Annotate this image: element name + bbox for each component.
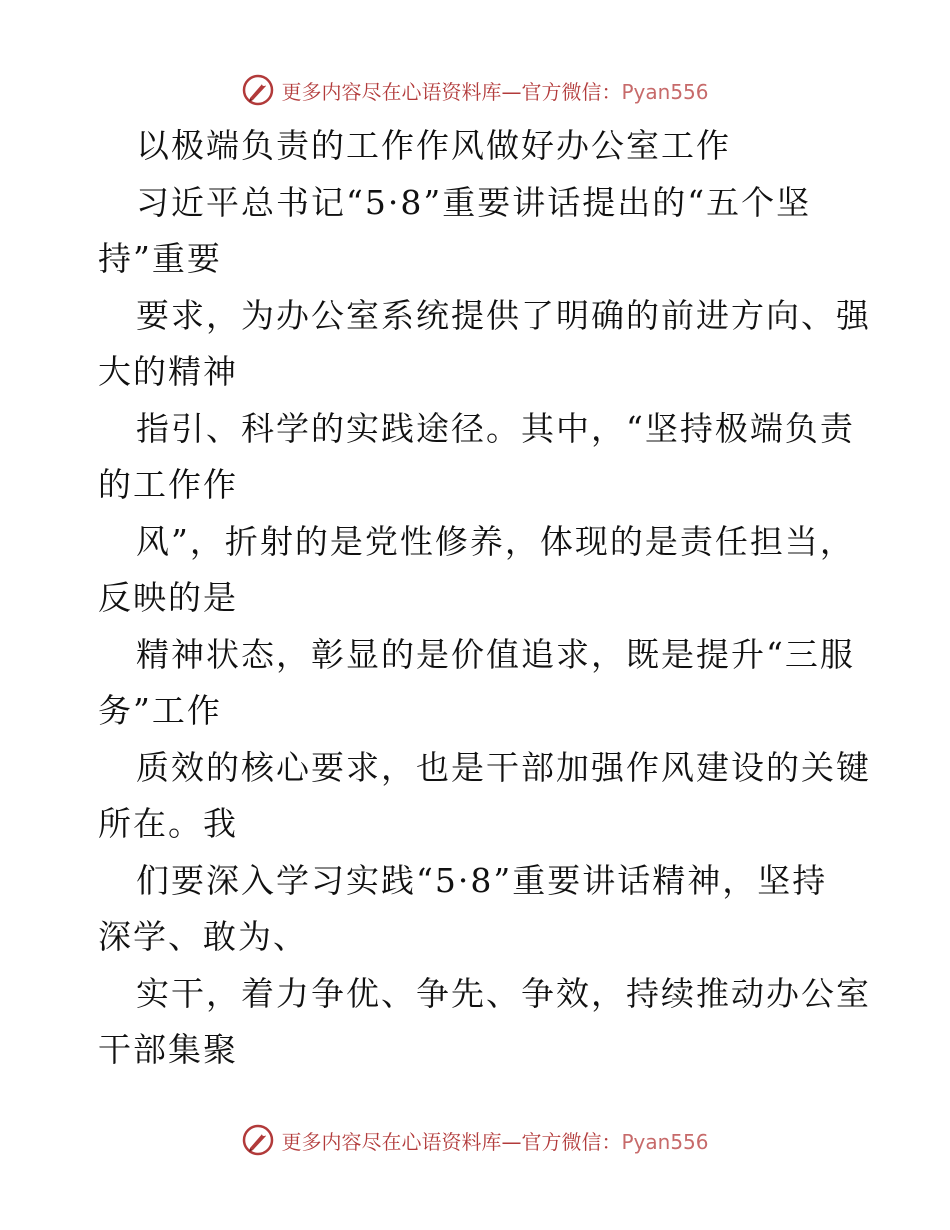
pen-logo-icon (241, 1123, 275, 1157)
header-wechat-id: Pyan556 (621, 79, 709, 104)
paragraph-line: 反映的是 (98, 578, 238, 617)
paragraph-line: 务”工作 (98, 691, 222, 730)
paragraph-line: 的工作作 (98, 465, 238, 504)
header-banner-label: 更多内容尽在心语资料库—官方微信： (281, 79, 622, 104)
paragraph-line: 质效的核心要求，也是干部加强作风建设的关键 (136, 747, 871, 787)
pen-logo-icon (241, 73, 275, 107)
paragraph-line: 习近平总书记“5·8”重要讲话提出的“五个坚 (136, 182, 812, 222)
paragraph-line: 实干，着力争优、争先、争效，持续推动办公室 (136, 973, 871, 1013)
paragraph-line: 精神状态，彰显的是价值追求，既是提升“三服 (136, 634, 855, 674)
paragraph-line: 们要深入学习实践“5·8”重要讲话精神，坚持 (136, 860, 828, 900)
footer-banner-label: 更多内容尽在心语资料库—官方微信： (281, 1129, 622, 1154)
paragraph-line: 要求，为办公室系统提供了明确的前进方向、强 (136, 295, 871, 335)
paragraph-line: 干部集聚 (98, 1030, 238, 1069)
paragraph-line: 深学、敢为、 (98, 917, 308, 956)
footer-banner (0, 1120, 950, 1160)
footer-wechat-id: Pyan556 (621, 1129, 709, 1154)
paragraph-line: 大的精神 (98, 352, 238, 391)
paragraph-line: 指引、科学的实践途径。其中，“坚持极端负责 (136, 408, 855, 448)
document-body (98, 118, 871, 1079)
paragraph-line: 所在。我 (98, 804, 238, 843)
paragraph-line: 风”，折射的是党性修养，体现的是责任担当， (136, 521, 855, 561)
footer-banner-text (281, 1126, 708, 1155)
header-banner-text (281, 76, 708, 105)
paragraph-line: 持”重要 (98, 239, 222, 278)
document-title: 以极端负责的工作作风做好办公室工作 (136, 126, 731, 165)
header-banner (0, 70, 950, 110)
